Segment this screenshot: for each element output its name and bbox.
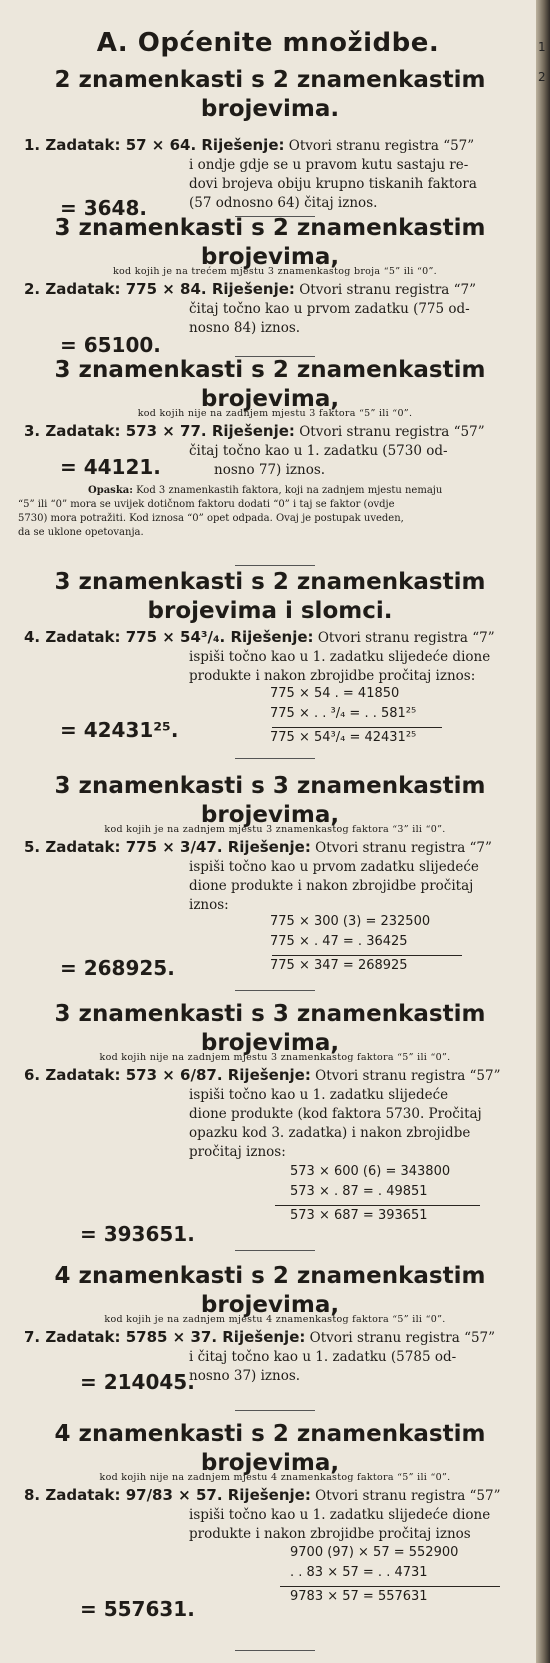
task-2-text: nosno 84) iznos. <box>189 320 301 336</box>
task-8 <box>24 1486 524 1544</box>
task-3-text: Otvori stranu registra “57” <box>299 424 485 440</box>
calc-line: 775 × . 47 = . 36425 <box>270 934 408 949</box>
task-6-text: ispiši točno kao u 1. zadatku slijedeće <box>189 1087 449 1103</box>
book-spine-edge <box>536 0 550 1663</box>
section-3-condition: kod kojih nije na zadnjem mjestu 3 faktora “5” ili “0”. <box>137 408 413 419</box>
calc-line: 775 × 300 (3) = 232500 <box>270 914 431 929</box>
section-1-title <box>20 66 520 124</box>
task-4-text: ispiši točno kao u 1. zadatku slijedeće dione <box>189 649 491 665</box>
task-4-text: Otvori stranu registra “7” <box>317 630 495 646</box>
task-8-calculation <box>290 1543 458 1607</box>
sum-rule <box>275 1205 480 1206</box>
section-2-condition: kod kojih je na trećem mjestu 3 znamenkastog broja “5” ili “0”. <box>112 266 438 277</box>
calc-line: 775 × . . ³/₄ = . . 581²⁵ <box>270 706 417 721</box>
task-1-label: 1. Zadatak: 57 × 64. Riješenje: <box>24 136 285 154</box>
remark <box>18 484 518 540</box>
sum-rule <box>280 1586 500 1587</box>
section-3-title <box>20 356 520 414</box>
section-8-title-line1: 4 znamenkasti s 2 znamenkastim <box>54 1421 486 1447</box>
task-2-text: Otvori stranu registra “7” <box>299 282 477 298</box>
section-6-title-line1: 3 znamenkasti s 3 znamenkastim <box>54 1001 486 1027</box>
section-4-title-line1: 3 znamenkasti s 2 znamenkastim <box>54 569 486 595</box>
task-8-label: 8. Zadatak: 97/83 × 57. Riješenje: <box>24 1486 311 1504</box>
section-1-title-line1: 2 znamenkasti s 2 znamenkastim <box>54 67 486 93</box>
task-6-text: opazku kod 3. zadatka) i nakon zbrojidbe <box>189 1125 471 1141</box>
task-1-text: i ondje gdje se u pravom kutu sastaju re- <box>189 157 469 173</box>
task-6-text: Otvori stranu registra “57” <box>315 1068 501 1084</box>
section-8-title <box>20 1420 520 1478</box>
calc-total: 775 × 54³/₄ = 42431²⁵ <box>270 730 417 745</box>
task-7-label: 7. Zadatak: 5785 × 37. Riješenje: <box>24 1328 306 1346</box>
section-7-title <box>20 1262 520 1320</box>
task-2-label: 2. Zadatak: 775 × 84. Riješenje: <box>24 280 295 298</box>
task-7-text: nosno 37) iznos. <box>189 1368 301 1384</box>
task-6-text: pročitaj iznos: <box>189 1144 286 1160</box>
remark-text: “5” ili “0” mora se uvijek dotičnom faktoru dodati “0” i taj se faktor (ovdje <box>18 499 395 510</box>
task-6 <box>24 1066 524 1162</box>
divider <box>235 1410 315 1411</box>
section-6-condition: kod kojih nije na zadnjem mjestu 3 znamenkastog faktora “5” ili “0”. <box>99 1052 451 1063</box>
task-5-text: Otvori stranu registra “7” <box>315 840 492 856</box>
calc-total: 775 × 347 = 268925 <box>270 958 408 973</box>
calc-line: 573 × . 87 = . 49851 <box>290 1184 428 1199</box>
calc-total: 573 × 687 = 393651 <box>290 1208 428 1223</box>
task-5-text: iznos: <box>189 897 229 913</box>
task-3-text: nosno 77) iznos. <box>214 462 326 478</box>
remark-text: Kod 3 znamenkastih faktora, koji na zadnjem mjestu nemaju <box>136 485 443 496</box>
section-2-title-line2: brojevima, <box>200 244 340 270</box>
section-7-title-line1: 4 znamenkasti s 2 znamenkastim <box>54 1263 486 1289</box>
task-4-text: produkte i nakon zbrojidbe pročitaj iznos: <box>189 668 476 684</box>
task-8-result: = 557631. <box>80 1597 195 1621</box>
task-6-label: 6. Zadatak: 573 × 6/87. Riješenje: <box>24 1066 311 1084</box>
remark-text: 5730) mora potražiti. Kod iznosa “0” opet odpada. Ovaj je postupak uveden, <box>18 513 404 524</box>
divider <box>235 758 315 759</box>
task-7-text: Otvori stranu registra “57” <box>309 1330 496 1346</box>
task-8-text: produkte i nakon zbrojidbe pročitaj iznos <box>189 1526 471 1542</box>
task-7-result: = 214045. <box>80 1370 195 1394</box>
task-7-text: i čitaj točno kao u 1. zadatku (5785 od- <box>189 1349 457 1365</box>
task-5-result: = 268925. <box>60 956 175 980</box>
section-5-title-line1: 3 znamenkasti s 3 znamenkastim <box>54 773 486 799</box>
page-title: A. Općenite množidbe. <box>96 28 440 58</box>
remark-text: da se uklone opetovanja. <box>18 527 144 538</box>
edge-mark: 1 <box>538 40 546 54</box>
section-8-condition: kod kojih nije na zadnjem mjestu 4 znamenkastog faktora “5” ili “0”. <box>99 1472 451 1483</box>
task-5-text: dione produkte i nakon zbrojidbe pročitaj <box>189 878 474 894</box>
task-5-label: 5. Zadatak: 775 × 3/47. Riješenje: <box>24 838 311 856</box>
section-1-title-line2: brojevima. <box>200 96 340 122</box>
task-8-text: ispiši točno kao u 1. zadatku slijedeće dione <box>189 1507 491 1523</box>
section-2-title-line1: 3 znamenkasti s 2 znamenkastim <box>54 215 486 241</box>
section-6-title-line2: brojevima, <box>200 1030 340 1056</box>
task-4-calculation <box>270 684 416 748</box>
section-4-title-line2: brojevima i slomci. <box>147 598 393 624</box>
task-3-result: = 44121. <box>60 455 161 479</box>
sum-rule <box>272 727 442 728</box>
section-7-title-line2: brojevima, <box>200 1292 340 1318</box>
task-6-result: = 393651. <box>80 1222 195 1246</box>
section-3-title-line1: 3 znamenkasti s 2 znamenkastim <box>54 357 486 383</box>
task-1-text: Otvori stranu registra “57” <box>288 138 475 154</box>
sum-rule <box>272 955 462 956</box>
calc-line: . . 83 × 57 = . . 4731 <box>290 1565 428 1580</box>
section-7-condition: kod kojih je na zadnjem mjestu 4 znamenkastog faktora “5” ili “0”. <box>104 1314 446 1325</box>
task-5-text: ispiši točno kao u prvom zadatku slijedeće <box>189 859 479 875</box>
divider <box>235 990 315 991</box>
divider <box>235 1650 315 1651</box>
task-5 <box>24 838 524 915</box>
divider <box>235 1250 315 1251</box>
section-3-title-line2: brojevima, <box>200 386 340 412</box>
task-4-label: 4. Zadatak: 775 × 54³/₄. Riješenje: <box>24 628 314 646</box>
edge-mark: 2 <box>538 70 546 84</box>
task-4-result: = 42431²⁵. <box>60 718 179 742</box>
task-1-result: = 3648. <box>60 196 147 220</box>
section-8-title-line2: brojevima, <box>200 1450 340 1476</box>
task-1-text: (57 odnosno 64) čitaj iznos. <box>189 195 378 211</box>
section-5-title <box>20 772 520 830</box>
task-5-calculation <box>270 912 430 976</box>
calc-total: 9783 × 57 = 557631 <box>290 1589 428 1604</box>
calc-line: 9700 (97) × 57 = 552900 <box>290 1545 459 1560</box>
section-5-title-line2: brojevima, <box>200 802 340 828</box>
calc-line: 775 × 54 . = 41850 <box>270 686 400 701</box>
remark-label: Opaska: <box>88 485 133 496</box>
section-4-title <box>20 568 520 626</box>
task-6-text: dione produkte (kod faktora 5730. Pročitaj <box>189 1106 482 1122</box>
task-8-text: Otvori stranu registra “57” <box>315 1488 501 1504</box>
task-3-label: 3. Zadatak: 573 × 77. Riješenje: <box>24 422 295 440</box>
calc-line: 573 × 600 (6) = 343800 <box>290 1164 451 1179</box>
task-2-result: = 65100. <box>60 333 161 357</box>
task-6-calculation <box>290 1162 450 1226</box>
task-2-text: čitaj točno kao u prvom zadatku (775 od- <box>189 301 470 317</box>
divider <box>235 565 315 566</box>
section-6-title <box>20 1000 520 1058</box>
task-1-text: dovi brojeva obiju krupno tiskanih faktora <box>189 176 477 192</box>
section-2-title <box>20 214 520 272</box>
task-4 <box>24 628 524 686</box>
section-5-condition: kod kojih je na zadnjem mjestu 3 znamenkastog faktora “3” ili “0”. <box>104 824 446 835</box>
task-3-text: čitaj točno kao u 1. zadatku (5730 od- <box>189 443 448 459</box>
task-2 <box>24 280 524 338</box>
